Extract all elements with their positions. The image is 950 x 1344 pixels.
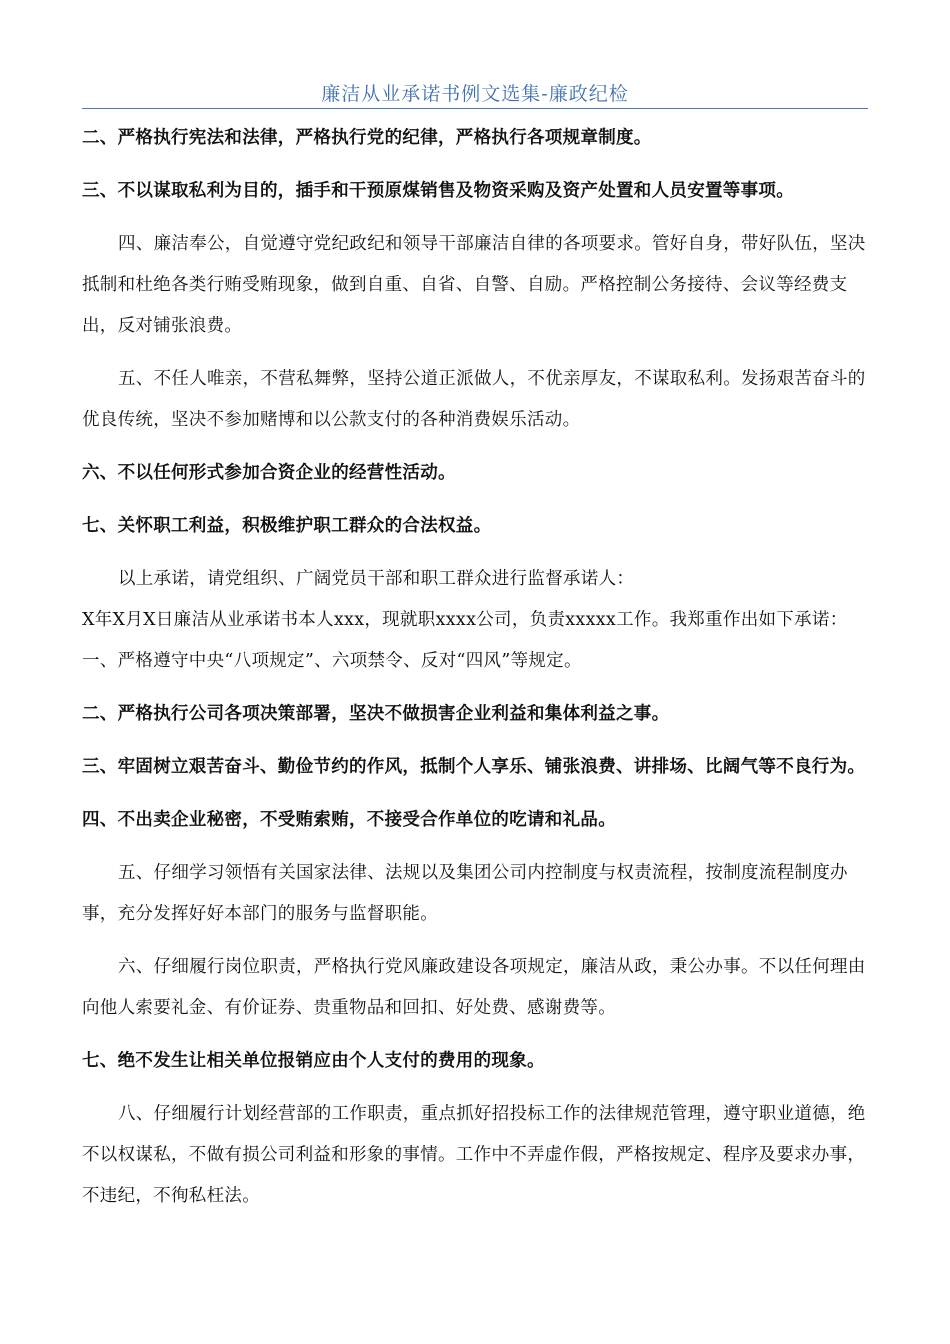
commitment-intro: 以上承诺，请党组织、广阔党员干部和职工群众进行监督承诺人：	[118, 569, 635, 589]
paragraph-6: 六、不以任何形式参加合资企业的经营性活动。	[82, 463, 456, 483]
commitment-item-8: 八、仔细履行计划经营部的工作职责，重点抓好招投标工作的法律规范管理，遵守职业道德，绝不以权谋私，不做有损公司利益和形象的事情。工作中不弄虚作假，严格按规定、程序及要求办事，不违纪，不徇私枉法。	[82, 1104, 866, 1206]
page-header	[82, 80, 868, 109]
commitment-item-3: 三、牢固树立艰苦奋斗、勤俭节约的作风，抵制个人享乐、铺张浪费、讲排场、比阔气等不良行为。	[82, 757, 866, 777]
commitment-item-7: 七、绝不发生让相关单位报销应由个人支付的费用的现象。	[82, 1051, 545, 1071]
paragraph-4: 四、廉洁奉公，自觉遵守党纪政纪和领导干部廉洁自律的各项要求。管好自身，带好队伍，坚决抵制和杜绝各类行贿受贿现象，做到自重、自省、自警、自励。严格控制公务接待、会议等经费支出，反对铺张浪费。	[82, 234, 866, 336]
commitment-item-6: 六、仔细履行岗位职责，严格执行党风廉政建设各项规定，廉洁从政，秉公办事。不以任何理由向他人索要礼金、有价证券、贵重物品和回扣、好处费、感谢费等。	[82, 957, 866, 1018]
paragraph-3: 三、不以谋取私利为目的，插手和干预原煤销售及物资采购及资产处置和人员安置等事项。	[82, 181, 794, 201]
commitment-item-5: 五、仔细学习领悟有关国家法律、法规以及集团公司内控制度与权责流程，按制度流程制度办事，充分发挥好好本部门的服务与监督职能。	[82, 863, 848, 924]
header-title: 廉洁从业承诺书例文选集-廉政纪检	[321, 83, 629, 105]
commitment-item-2: 二、严格执行公司各项决策部署，坚决不做损害企业利益和集体利益之事。	[82, 704, 670, 724]
paragraph-5: 五、不任人唯亲，不营私舞弊，坚持公道正派做人，不优亲厚友，不谋取私利。发扬艰苦奋斗的优良传统，坚决不参加赌博和以公款支付的各种消费娱乐活动。	[82, 369, 866, 430]
paragraph-7: 七、关怀职工利益，积极维护职工群众的合法权益。	[82, 516, 492, 536]
commitment-item-1: 一、严格遵守中央“八项规定”、六项禁令、反对“四风”等规定。	[82, 651, 582, 671]
commitment-statement: X年X月X日廉洁从业承诺书本人xxx，现就职xxxx公司，负责xxxxx工作。我郑重作出如下承诺：	[82, 610, 848, 630]
commitment-item-4: 四、不出卖企业秘密，不受贿索贿，不接受合作单位的吃请和礼品。	[82, 810, 616, 830]
document-body	[82, 118, 868, 1217]
paragraph-2: 二、严格执行宪法和法律，严格执行党的纪律，严格执行各项规章制度。	[82, 128, 652, 148]
